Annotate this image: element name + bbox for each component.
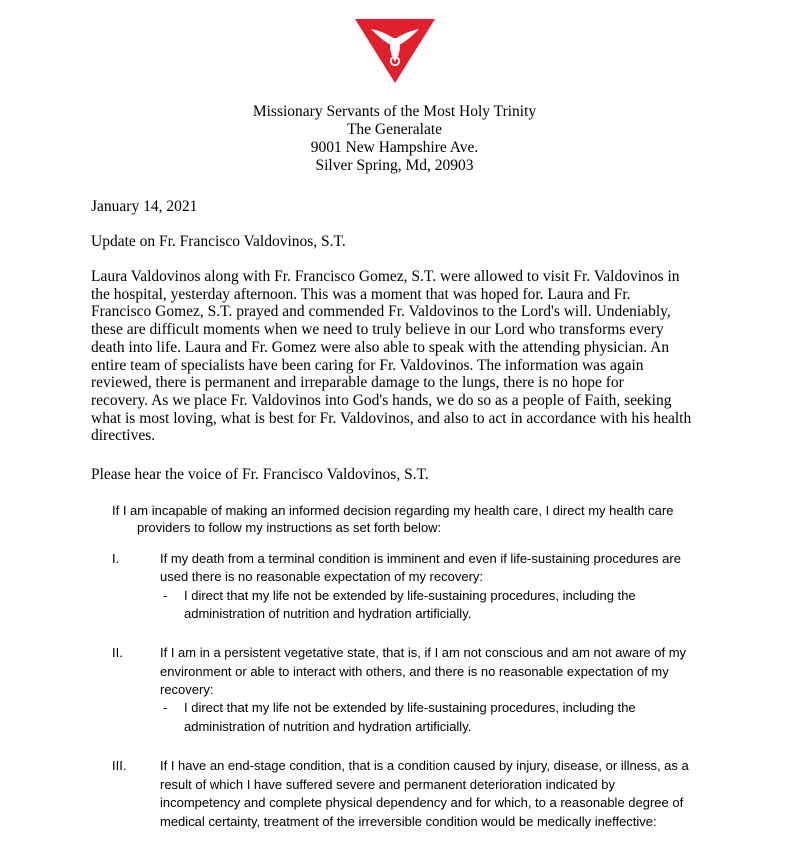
sub-line: I direct that my life not be extended by life-sustaining procedures, including the bbox=[184, 588, 636, 603]
directive-intro-line: If I am incapable of making an informed decision regarding my health care, I direct my health care bbox=[112, 503, 674, 518]
letter-subject: Update on Fr. Francisco Valdovinos, S.T. bbox=[91, 233, 346, 250]
sub-dash: - bbox=[163, 700, 168, 715]
sub-dash: - bbox=[163, 588, 168, 603]
sub-line: administration of nutrition and hydration artificially. bbox=[184, 719, 472, 734]
item-line: environment or able to interact with others, and there is no reasonable expectation of my bbox=[160, 664, 669, 679]
item-numeral: II. bbox=[112, 645, 123, 660]
item-line: used there is no reasonable expectation of my recovery: bbox=[160, 569, 484, 584]
body-line: reviewed, there is permanent and irreparable damage to the lungs, there is no hope for bbox=[91, 374, 624, 392]
body-line: what is most loving, what is best for Fr. Valdovinos, and also to act in accordance with his health bbox=[91, 409, 692, 427]
body-line: Francisco Gomez, S.T. prayed and commended Fr. Valdovinos to the Lord's will. Undeniably, bbox=[91, 303, 671, 321]
sub-line: I direct that my life not be extended by life-sustaining procedures, including the bbox=[184, 700, 636, 715]
body-line: Laura Valdovinos along with Fr. Francisco Gomez, S.T. were allowed to visit Fr. Valdovinos in bbox=[91, 268, 680, 285]
sub-line: administration of nutrition and hydration artificially. bbox=[184, 606, 472, 621]
item-line: If I am in a persistent vegetative state, that is, if I am not conscious and am not aware of my bbox=[160, 645, 687, 660]
item-line: recovery: bbox=[160, 682, 214, 697]
body-line: these are difficult moments when we need to truly believe in our Lord who transforms every bbox=[91, 321, 664, 339]
trinity-dove-triangle-icon bbox=[355, 17, 435, 83]
voice-intro: Please hear the voice of Fr. Francisco Valdovinos, S.T. bbox=[91, 466, 429, 483]
body-paragraph bbox=[91, 268, 731, 445]
street-address: 9001 New Hampshire Ave. bbox=[310, 139, 479, 156]
item-numeral: III. bbox=[112, 758, 127, 773]
item-line: If I have an end-stage condition, that is a condition caused by injury, disease, or illness, as a bbox=[160, 758, 689, 773]
item-line: medical certainty, treatment of the irreversible condition would be medically ineffective: bbox=[160, 814, 657, 829]
item-line: incompetency and complete physical dependency and for which, to a reasonable degree of bbox=[160, 795, 684, 810]
city-address: Silver Spring, Md, 20903 bbox=[315, 157, 474, 174]
body-line: death into life. Laura and Fr. Gomez were also able to speak with the attending physician. An bbox=[91, 338, 670, 356]
letter-date: January 14, 2021 bbox=[91, 198, 198, 215]
directive-intro-line: providers to follow my instructions as set forth below: bbox=[137, 520, 442, 535]
body-line: entire team of specialists have been caring for Fr. Valdovinos. The information was again bbox=[91, 356, 644, 374]
body-line: directives. bbox=[91, 427, 156, 445]
item-line: result of which I have suffered severe and permanent deterioration indicated by bbox=[160, 777, 616, 792]
body-line: the hospital, yesterday afternoon. This was a moment that was hoped for. Laura and Fr. bbox=[91, 285, 631, 303]
item-line: If my death from a terminal condition is imminent and even if life-sustaining procedures are bbox=[160, 551, 681, 566]
office-name: The Generalate bbox=[346, 121, 443, 138]
item-numeral: I. bbox=[112, 551, 120, 566]
body-line: recovery. As we place Fr. Valdovinos into God's hands, we do so as a people of Faith, seeking bbox=[91, 391, 672, 409]
org-name: Missionary Servants of the Most Holy Trinity bbox=[252, 103, 537, 120]
